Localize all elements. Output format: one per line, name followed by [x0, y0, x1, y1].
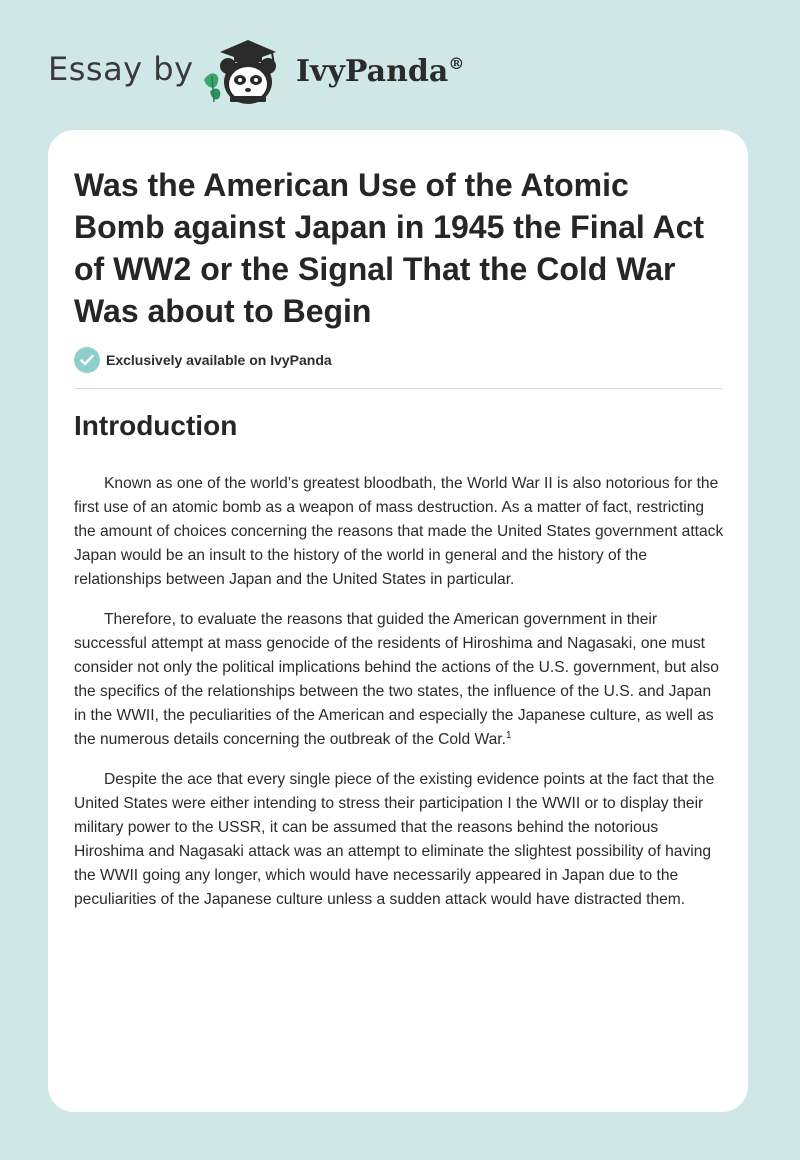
essay-card [48, 130, 748, 1112]
article-body [74, 472, 724, 928]
footnote-mark[interactable]: 1 [505, 730, 512, 741]
exclusive-label: Exclusively available on IvyPanda [106, 352, 332, 368]
site-header [0, 0, 800, 130]
panda-graduate-logo-icon[interactable] [200, 36, 292, 108]
paragraph-1: Known as one of the world’s greatest bloodbath, the World War II is also notorious for the first use of an atomic bomb as a weapon of mass destruction. As a matter of fact, restricting the amount of choices concerning the reasons that made the United States government attack Japan would be an insult to the history of the world in general and the history of the relationships between Japan and the United States in particular. [74, 475, 724, 588]
brand-prefix: Essay by [48, 50, 194, 88]
paragraph-2: Therefore, to evaluate the reasons that guided the American government in their successful attempt at mass genocide of the residents of Hiroshima and Nagasaki, one must consider not only the political implications behind the actions of the U.S. government, but also the specifics of the relationships between the two states, the influence of the U.S. and Japan in the WWII, the peculiarities of the American and especially the Japanese culture, as well as the numerous details concerning the outbreak of the Cold War.$^1$ [74, 611, 719, 748]
page-title: Was the American Use of the Atomic Bomb against Japan in 1945 the Final Act of WW2 or the Signal That the Cold War Was about to Begin [74, 167, 705, 329]
divider [74, 388, 722, 389]
brand-name[interactable]: IvyPanda® [296, 54, 465, 89]
check-badge-icon [74, 347, 100, 373]
registered-mark: ® [448, 54, 465, 73]
section-heading-introduction: Introduction [74, 410, 238, 441]
paragraph-3: Despite the ace that every single piece of the existing evidence points at the fact that the United States were either intending to stress their participation I the WWII or to display their military power to the USSR, it can be assumed that the reasons behind the notorious Hiroshima and Nagasaki attack was an attempt to eliminate the slightest possibility of having the WWII going any longer, which would have necessarily appeared in Japan due to the peculiarities of the Japanese culture unless a sudden attack would have distracted them. [74, 771, 715, 908]
exclusive-badge [74, 346, 332, 374]
